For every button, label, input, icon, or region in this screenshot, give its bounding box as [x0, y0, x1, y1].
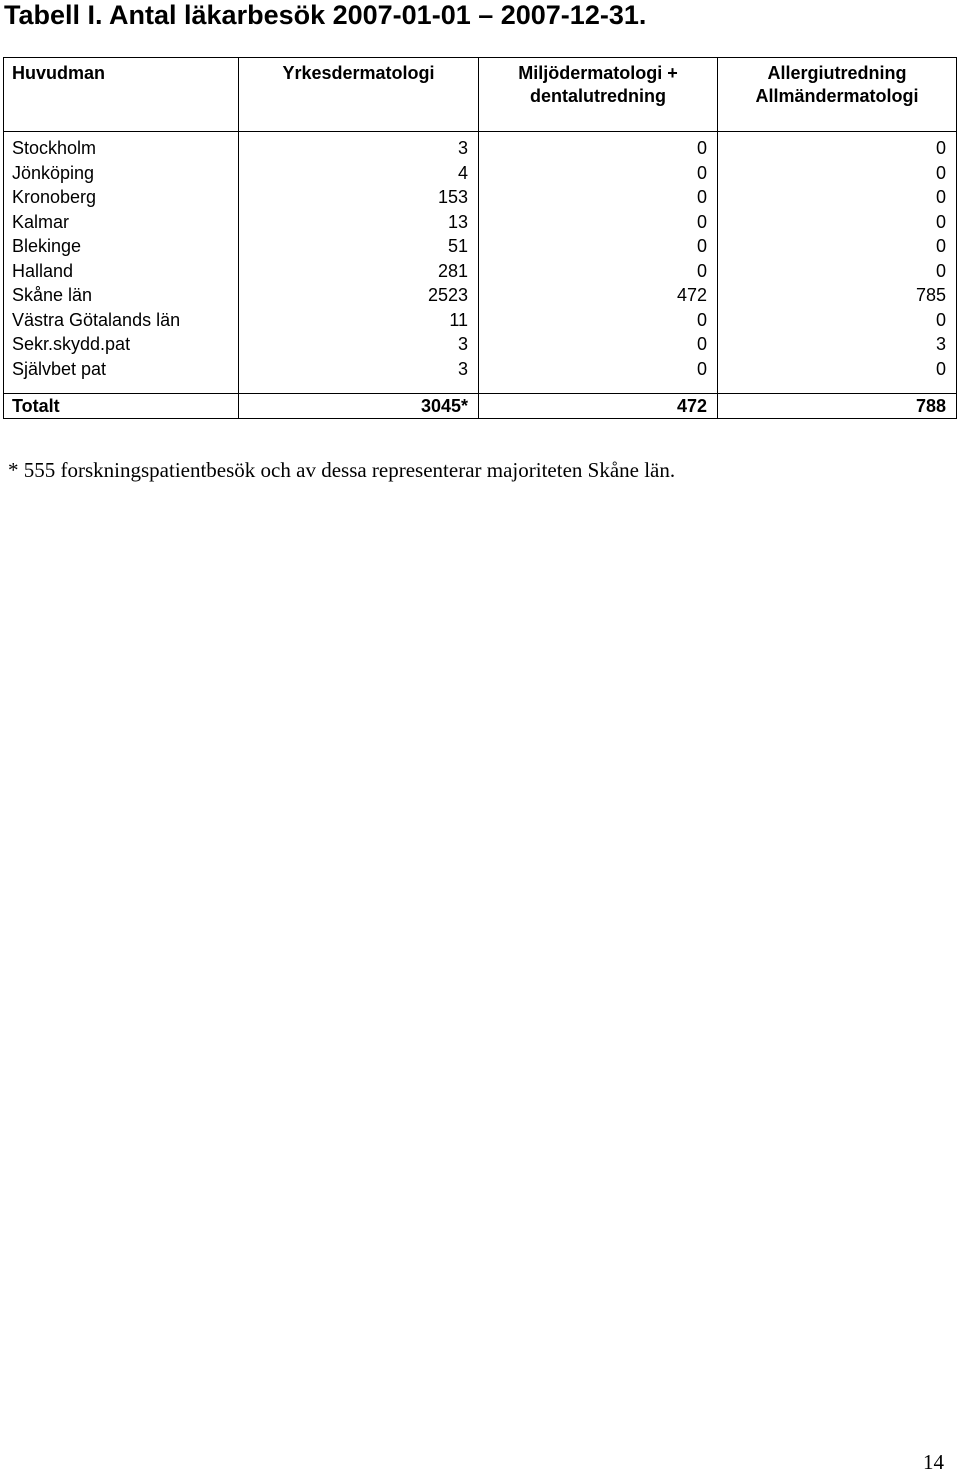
row-value: 3 — [239, 332, 479, 357]
row-value: 0 — [479, 185, 718, 210]
row-value: 788 — [718, 394, 957, 419]
row-label: Sekr.skydd.pat — [4, 332, 239, 357]
row-value: 0 — [479, 210, 718, 235]
row-value: 4 — [239, 161, 479, 186]
table-row — [4, 259, 957, 284]
spacer-row — [4, 381, 957, 394]
table-row — [4, 308, 957, 333]
row-label: Stockholm — [4, 132, 239, 161]
table-row — [4, 332, 957, 357]
row-value: 0 — [479, 357, 718, 382]
table-row — [4, 234, 957, 259]
row-label: Kalmar — [4, 210, 239, 235]
row-value: 0 — [479, 332, 718, 357]
row-value: 2523 — [239, 283, 479, 308]
row-value: 0 — [479, 259, 718, 284]
header-row — [4, 58, 957, 132]
page-number: 14 — [923, 1450, 944, 1474]
row-label: Självbet pat — [4, 357, 239, 382]
row-value: 0 — [479, 234, 718, 259]
row-value: 0 — [718, 259, 957, 284]
row-label: Jönköping — [4, 161, 239, 186]
total-row — [4, 394, 957, 419]
row-value: 0 — [479, 161, 718, 186]
visits-table — [3, 57, 957, 419]
row-value: 0 — [718, 161, 957, 186]
header-miljodermatologi: Miljödermatologi + dentalutredning — [479, 58, 718, 132]
row-value: 3 — [239, 357, 479, 382]
row-label: Skåne län — [4, 283, 239, 308]
row-label: Västra Götalands län — [4, 308, 239, 333]
row-value: 0 — [718, 185, 957, 210]
header-allergiutredning: Allergiutredning Allmändermatologi — [718, 58, 957, 132]
row-value: 3 — [239, 132, 479, 161]
table-row — [4, 185, 957, 210]
row-value: 0 — [718, 234, 957, 259]
row-label: Blekinge — [4, 234, 239, 259]
row-value: 0 — [718, 357, 957, 382]
row-value: 281 — [239, 259, 479, 284]
row-value: 13 — [239, 210, 479, 235]
row-value: 3045* — [239, 394, 479, 419]
row-value: 3 — [718, 332, 957, 357]
row-value: 472 — [479, 283, 718, 308]
footnote: * 555 forskningspatientbesök och av dessa representerar majoriteten Skåne län. — [8, 458, 676, 482]
table-row — [4, 132, 957, 161]
row-value: 0 — [718, 210, 957, 235]
row-value: 153 — [239, 185, 479, 210]
row-value: 0 — [479, 132, 718, 161]
header-huvudman: Huvudman — [4, 58, 239, 132]
row-label: Halland — [4, 259, 239, 284]
row-value: 0 — [718, 308, 957, 333]
row-value: 0 — [479, 308, 718, 333]
row-value: 472 — [479, 394, 718, 419]
table-title: Tabell I. Antal läkarbesök 2007-01-01 – 2007-12-31. — [4, 0, 647, 30]
table-row — [4, 283, 957, 308]
row-label: Totalt — [4, 394, 239, 419]
row-value: 51 — [239, 234, 479, 259]
table-row — [4, 210, 957, 235]
row-value: 785 — [718, 283, 957, 308]
row-value: 0 — [718, 132, 957, 161]
header-yrkesdermatologi: Yrkesdermatologi — [239, 58, 479, 132]
row-value: 11 — [239, 308, 479, 333]
table-row — [4, 357, 957, 382]
row-label: Kronoberg — [4, 185, 239, 210]
table-row — [4, 161, 957, 186]
